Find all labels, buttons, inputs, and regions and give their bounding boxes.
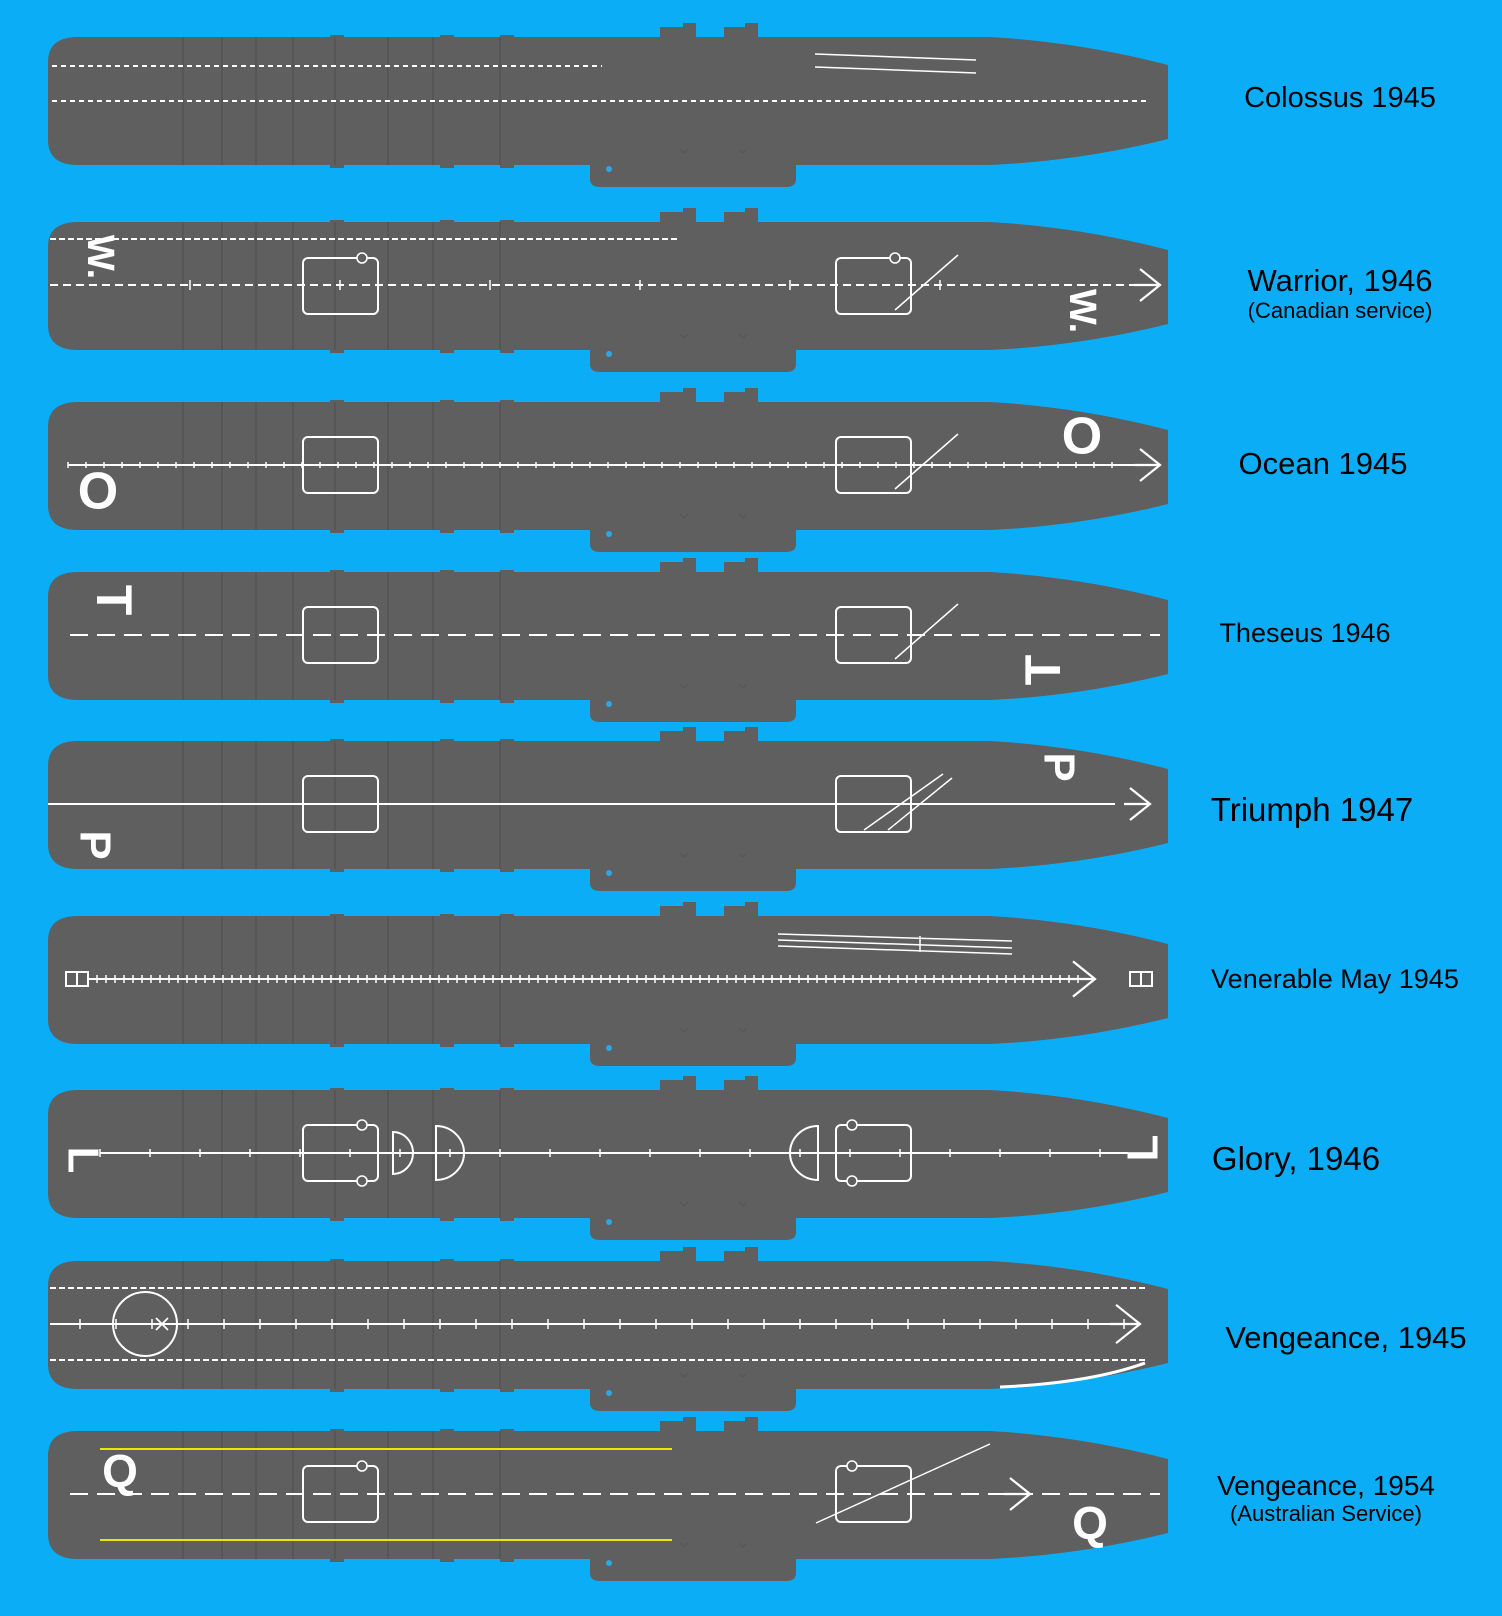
lift-marker <box>357 1461 367 1471</box>
porthole <box>606 870 612 876</box>
caption-colossus <box>1180 82 1500 115</box>
lift-marker <box>847 1461 857 1471</box>
caption-theseus <box>1145 618 1465 649</box>
caption-warrior <box>1180 263 1500 323</box>
ship-2 <box>48 208 1168 372</box>
pennant-letter: L <box>58 1146 108 1174</box>
ship-3 <box>48 388 1168 552</box>
pennant-letter: O <box>1061 407 1103 466</box>
ship-name: Triumph 1947 <box>1210 791 1414 828</box>
lift-marker <box>357 1120 367 1130</box>
ship-5 <box>48 727 1168 891</box>
ship-name: Theseus 1946 <box>1219 618 1391 648</box>
lift-marker <box>357 253 367 263</box>
porthole <box>606 1390 612 1396</box>
gun-sponson <box>724 388 758 404</box>
gun-sponson <box>724 727 758 743</box>
caption-vengeance-1954 <box>1166 1470 1486 1526</box>
gun-sponson <box>724 902 758 918</box>
porthole <box>606 1560 612 1566</box>
ship-4 <box>48 558 1168 722</box>
ship-name: Glory, 1946 <box>1211 1140 1381 1177</box>
lift-marker <box>890 253 900 263</box>
ship-8 <box>48 1247 1168 1411</box>
ship-name: Vengeance, 1945 <box>1225 1320 1467 1355</box>
porthole <box>606 351 612 357</box>
porthole <box>606 1219 612 1225</box>
pennant-letter: P <box>70 830 120 860</box>
pennant-letter: W. <box>78 234 121 280</box>
gun-sponson <box>724 208 758 224</box>
gun-sponson <box>660 558 696 574</box>
porthole <box>606 1045 612 1051</box>
caption-triumph <box>1152 791 1472 829</box>
gun-sponson <box>724 1076 758 1092</box>
caption-glory <box>1136 1140 1456 1178</box>
caption-venerable <box>1175 964 1495 995</box>
ship-7 <box>48 1076 1168 1240</box>
lift-marker <box>847 1176 857 1186</box>
gun-sponson <box>724 1247 758 1263</box>
gun-sponson <box>660 727 696 743</box>
porthole <box>606 166 612 172</box>
pennant-letter: P <box>1034 752 1084 782</box>
gun-sponson <box>660 23 696 39</box>
caption-vengeance-1945 <box>1186 1320 1502 1356</box>
gun-sponson <box>724 1417 758 1433</box>
ship-subtitle: (Australian Service) <box>1230 1501 1422 1526</box>
pennant-letter: L <box>1118 1134 1168 1162</box>
gun-sponson <box>660 902 696 918</box>
pennant-letter: Q <box>102 1445 138 1498</box>
ship-name: Venerable May 1945 <box>1211 964 1459 994</box>
pennant-letter: O <box>77 462 119 521</box>
gun-sponson <box>724 23 758 39</box>
gun-sponson <box>660 388 696 404</box>
pennant-letter: T <box>85 584 142 616</box>
gun-sponson <box>724 558 758 574</box>
gun-sponson <box>660 1076 696 1092</box>
gun-sponson <box>660 1247 696 1263</box>
porthole <box>606 701 612 707</box>
pennant-letter: T <box>1015 654 1072 686</box>
gun-sponson <box>660 1417 696 1433</box>
caption-ocean <box>1163 446 1483 482</box>
ship-subtitle: (Canadian service) <box>1247 298 1433 323</box>
ship-name: Vengeance, 1954 <box>1217 1470 1435 1501</box>
porthole <box>606 531 612 537</box>
ship-name: Colossus 1945 <box>1244 82 1436 114</box>
lift-marker <box>357 1176 367 1186</box>
ship-6 <box>48 902 1168 1066</box>
ship-9 <box>48 1417 1168 1581</box>
ship-name: Warrior, 1946 <box>1247 263 1433 298</box>
gun-sponson <box>660 208 696 224</box>
pennant-letter: W. <box>1060 288 1103 334</box>
lift-marker <box>847 1120 857 1130</box>
pennant-letter: Q <box>1072 1497 1108 1550</box>
ship-name: Ocean 1945 <box>1238 446 1408 481</box>
ship-1 <box>48 23 1168 187</box>
